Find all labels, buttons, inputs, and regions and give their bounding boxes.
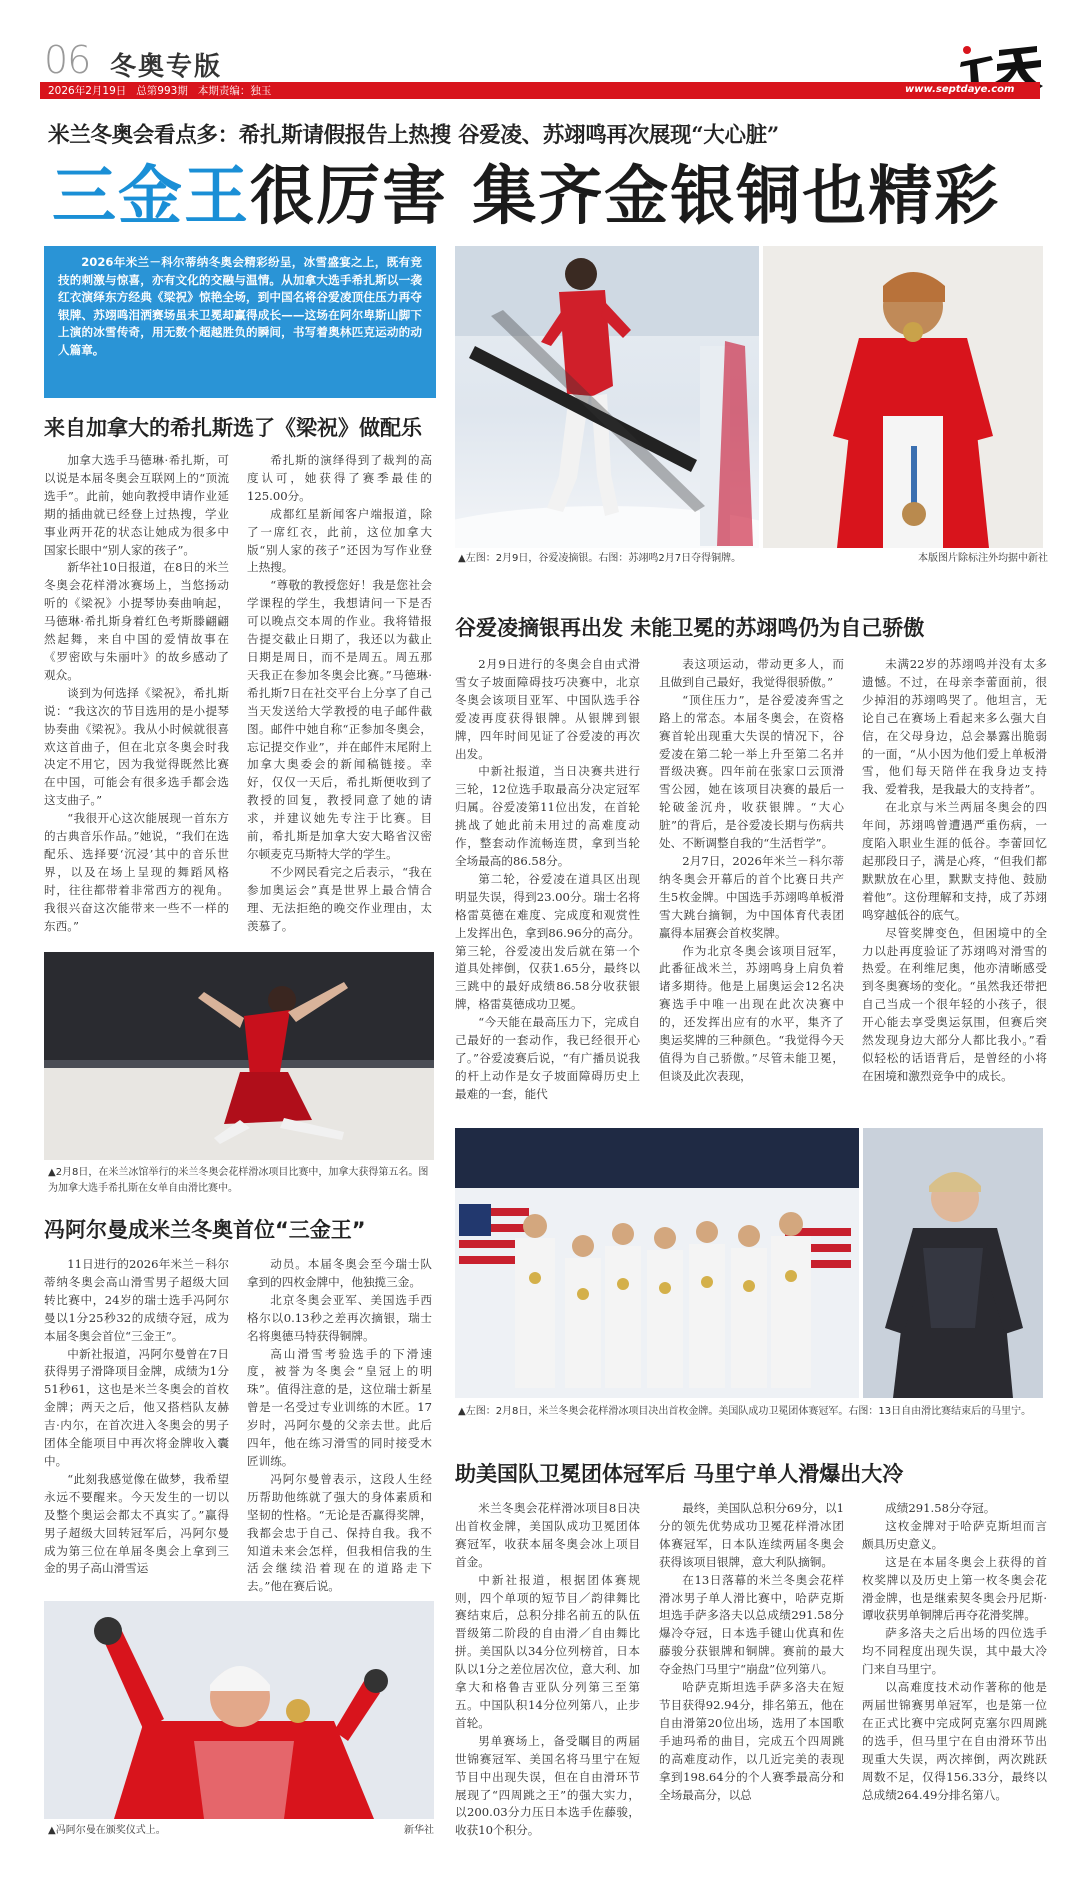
lead-box	[44, 246, 436, 398]
paragraph: 中新社报道，冯阿尔曼曾在7日获得男子滑降项目金牌，成绩为1分51秒61，这也是米兰冬奥会的首枚金牌；两天之后，他又搭档队友赫吉·内尔，在首次进入冬奥会的男子团体全能项目中再次将金牌收入囊中。	[44, 1346, 229, 1468]
paragraph: “我很开心这次能展现一首东方的古典音乐作品。”她说，“我们在选配乐、选择要‘沉浸’其中的音乐世界，以及在场上呈现的舞蹈风格时，往往都带着非常西方的视角。我很兴奋这次能带来一些不一样的东西。”	[44, 811, 229, 933]
article4-col1	[455, 1500, 640, 1840]
skater-portrait-illustration-icon	[863, 1128, 1043, 1398]
article3-col3	[862, 656, 1047, 1086]
paragraph: 米兰冬奥会花样滑冰项目8日决出首枚金牌，美国队成功卫冕团体赛冠军，收获本届冬奥会冰上项目首金。	[455, 1501, 640, 1569]
lead-text: 2026年米兰－科尔蒂纳冬奥会精彩纷呈，冰雪盛宴之上，既有竞技的刺激与惊喜，亦有文化的交融与温情。从加拿大选手希扎斯以一袭红衣演绎东方经典《梁祝》惊艳全场，到中国名将谷爱凌顶住压力再夺银牌、苏翊鸣泪洒赛场虽未卫冕却赢得成长——这场在阿尔卑斯山脚下上演的冰雪传奇，用无数个超越胜负的瞬间，书写着奥林匹克运动的动人篇章。	[58, 255, 422, 357]
photo-von-allmen-credit: 新华社	[404, 1825, 434, 1836]
paragraph: 以高难度技术动作著称的他是两届世锦赛男单冠军，也是第一位在正式比赛中完成阿克塞尔四周跳的选手，但马里宁在自由滑环节出现重大失误，两次摔倒，两次跳跃周数不足，仅得156.33分，最终以总成绩264.49分排名第八。	[862, 1680, 1047, 1802]
paragraph: 表这项运动，带动更多人，而且做到自己最好，我觉得很骄傲。”	[659, 657, 844, 689]
paragraph: 中新社报道，当日决赛共进行三轮，12位选手取最高分决定冠军归属。谷爱凌第11位出发，在首轮挑战了她此前未用过的高难度动作，整套动作流畅连贯，拿到当轮全场最高的86.58分。	[455, 764, 640, 868]
paragraph: 北京冬奥会亚军、美国选手西格尔以0.13秒之差再次摘银，瑞士名将奥德马特获得铜牌。	[247, 1292, 432, 1343]
photo-von-allmen	[44, 1601, 434, 1819]
paragraph: 加拿大选手马德琳·希扎斯，可以说是本届冬奥会互联网上的“顶流选手”。此前，她向教授申请作业延期的插曲就已经登上过热搜，学业事业两开花的状态让她成为很多中国家长眼中“别人家的孩子”。	[44, 453, 229, 557]
paragraph: 成都红星新闻客户端报道，除了一席红衣，此前，这位加拿大版“别人家的孩子”还因为写作业登上热搜。	[247, 506, 432, 575]
paragraph: 谈到为何选择《梁祝》，希扎斯说：“我这次的节目选用的是小提琴协奏曲《梁祝》。我从小时候就很喜欢这首曲子，但在北京冬奥会时我决定不用它，因为我觉得既然比赛在中国，可能会有很多选手都会选这支曲子。”	[44, 685, 229, 808]
main-headline-rest: 很厉害 集齐金银铜也精彩	[250, 160, 1001, 234]
article1-col1	[44, 452, 229, 935]
issue-number: 总第993期	[136, 85, 188, 97]
article1-col2	[247, 452, 432, 935]
article4-title: 助美国队卫冕团体冠军后 马里宁单人滑爆出大冷	[455, 1462, 904, 1486]
paragraph: 不少网民看完之后表示，“我在参加奥运会”真是世界上最合情合理、无法拒绝的晚交作业理由，太羡慕了。	[247, 864, 432, 933]
paragraph: 这是在本届冬奥会上获得的首枚奖牌以及历史上第一枚冬奥会花滑金牌，也是继索契冬奥会丹尼斯·谭收获男单铜牌后再夺花滑奖牌。	[862, 1554, 1047, 1623]
paragraph: 冯阿尔曼曾表示，这段人生经历帮助他练就了强大的身体素质和坚韧的性格。“无论是否赢得奖牌，我都会忠于自己、保持自我。我不知道未来会怎样，但我相信我的生活会继续沿着现在的道路走下去。”他在赛后说。	[247, 1471, 432, 1594]
top-photo-credit: 本版图片除标注外均据中新社	[918, 553, 1048, 564]
article1-title: 来自加拿大的希扎斯选了《梁祝》做配乐	[44, 416, 422, 440]
photo-team-usa	[455, 1128, 859, 1398]
photo-von-allmen-caption: ▲冯阿尔曼在颁奖仪式上。	[48, 1825, 166, 1836]
date-bar-text	[48, 83, 271, 98]
photo-su-yiming	[763, 246, 1043, 548]
editor-label: 本期责编：	[197, 85, 251, 97]
medalist-illustration-icon	[763, 246, 1043, 548]
paragraph: 第二轮，谷爱凌在道具区出现明显失误，得到23.00分。瑞士名将格雷莫德在难度、完成度和观赏性上发挥出色，拿到86.96分的高分。第三轮，谷爱凌出发后就在第一个道具处摔倒，仅获1.65分，最终以三跳中的最好成绩86.58分收获银牌，格雷莫德成功卫冕。	[455, 871, 640, 1012]
paragraph: 希扎斯的演绎得到了裁判的高度认可，她获得了赛季最佳的125.00分。	[247, 453, 432, 503]
article3-col2	[659, 656, 844, 1086]
paragraph: 11日进行的2026年米兰－科尔蒂纳冬奥会高山滑雪男子超级大回转比赛中，24岁的瑞士选手冯阿尔曼以1分25秒32的成绩夺冠，成为本届冬奥会首位“三金王”。	[44, 1257, 229, 1343]
sub-headline: 米兰冬奥会看点多：希扎斯请假报告上热搜 谷爱凌、苏翊鸣再次展现“大心脏”	[48, 123, 779, 148]
middle-photo-caption: ▲左图：2月8日，米兰冬奥会花样滑冰项目决出首枚金牌。美国队成功卫冕团体赛冠军。右图：13日自由滑比赛结束后的马里宁。	[458, 1406, 1032, 1417]
paragraph: 新华社10日报道，在8日的米兰冬奥会花样滑冰赛场上，当悠扬动听的《梁祝》小提琴协奏曲响起，马德琳·希扎斯身着红色考斯滕翩翩然起舞，来自中国的爱情故事在《罗密欧与朱丽叶》的故乡感动了观众。	[44, 560, 229, 682]
paragraph: 这枚金牌对于哈萨克斯坦而言颇具历史意义。	[862, 1518, 1047, 1551]
figure-skater-illustration-icon	[44, 952, 434, 1160]
paragraph: 高山滑雪考验选手的下滑速度，被誉为冬奥会“皇冠上的明珠”。值得注意的是，这位瑞士新星曾是一名受过专业训练的木匠。17岁时，冯阿尔曼的父亲去世。此后四年，他在练习滑雪的同时接受木匠训练。	[247, 1346, 432, 1468]
paragraph: “此刻我感觉像在做梦，我希望永远不要醒来。今天发生的一切以及整个奥运会都太不真实了。”赢得男子超级大回转冠军后，冯阿尔曼成为第三位在单届冬奥会上拿到三金的男子高山滑雪运	[44, 1471, 229, 1576]
article3-col1	[455, 656, 640, 1104]
paragraph: 2月7日，2026年米兰－科尔蒂纳冬奥会开幕后的首个比赛日共产生5枚金牌。中国选手苏翊鸣单板滑雪大跳台摘铜，为中国体育代表团赢得本届赛会首枚奖牌。	[659, 853, 844, 940]
article3-title: 谷爱凌摘银再出发 未能卫冕的苏翊鸣仍为自己骄傲	[455, 616, 925, 640]
main-headline	[52, 160, 1052, 234]
paragraph: 2月9日进行的冬奥会自由式滑雪女子坡面障碍技巧决赛中，北京冬奥会该项目亚军、中国队选手谷爱凌再度获得银牌。从银牌到银牌，四年时间见证了谷爱凌的再次出发。	[455, 657, 640, 761]
skier-illustration-icon	[455, 246, 759, 548]
issue-date: 2026年2月19日	[48, 85, 127, 97]
paragraph: 萨多洛夫之后出场的四位选手均不同程度出现失误，其中最大冷门来自马里宁。	[862, 1626, 1047, 1677]
paragraph: 最终，美国队总积分69分，以1分的领先优势成功卫冕花样滑冰团体赛冠军，日本队连续两届冬奥会获得该项目银牌，意大利队摘铜。	[659, 1501, 844, 1569]
article4-col3	[862, 1500, 1047, 1804]
article2-title: 冯阿尔曼成米兰冬奥首位“三金王”	[44, 1218, 366, 1242]
section-title: 冬奥专版	[110, 52, 223, 82]
article2-col2	[247, 1256, 432, 1596]
photo-schizas-caption: ▲2月8日，在米兰冰馆举行的米兰冬奥会花样滑冰项目比赛中，加拿大获得第五名。图为加拿大选手希扎斯在女单自由滑比赛中。	[48, 1167, 429, 1194]
paragraph: 在13日落幕的米兰冬奥会花样滑冰男子单人滑比赛中，哈萨克斯坦选手萨多洛夫以总成绩291.58分爆冷夺冠，日本选手键山优真和佐藤骏分获银牌和铜牌。赛前的最大夺金热门马里宁“崩盘”位列第八。	[659, 1572, 844, 1677]
paragraph: “尊敬的教授您好！我是您社会学课程的学生，我想请问一下是否可以晚点交本周的作业。我将错报告提交截止日期了，我还以为截止日期是周日，而不是周五。周五那天我正在参加冬奥会比赛。”马德琳·希扎斯7日在社交平台上分享了自己当天发送给大学教授的电子邮件截图。邮件中她自称“正参加冬奥会，忘记提交作业”，并在邮件末尾附上加拿大奥委会的新闻稿链接。幸好，仅仅一天后，希扎斯便收到了教授的回复，教授同意了她的请求，并建议她先专注于比赛。目前，希扎斯是加拿大安大略省汉密尔顿麦克马斯特大学的学生。	[247, 578, 432, 861]
paragraph: 中新社报道，根据团体赛规则，四个单项的短节目／韵律舞比赛结束后，总积分排名前五的队伍晋级第二阶段的自由滑／自由舞比拼。美国队以34分位列榜首，日本队以1分之差位居次位，意大利、加拿大和格鲁吉亚队分列第三至第五。中国队积14分位列第八，止步首轮。	[455, 1572, 640, 1730]
paragraph: “顶住压力”，是谷爱凌奔雪之路上的常态。本届冬奥会，在资格赛首轮出现重大失误的情况下，谷爱凌在第二轮一举上升至第二名并晋级决赛。四年前在张家口云顶滑雪公园，她在该项目决赛的最后一轮破釜沉舟，收获银牌。“大心脏”的背后，是谷爱凌长期与伤病共处、不断调整自我的“生活哲学”。	[659, 692, 844, 851]
editor-name: 独玉	[250, 85, 272, 97]
paragraph: 男单赛场上，备受瞩目的两届世锦赛冠军、美国名将马里宁在短节目中出现失误，但在自由滑环节展现了“四周跳之王”的强大实力，以200.03分力压日本选手佐藤骏，收获10个积分。	[455, 1733, 640, 1838]
main-headline-blue: 三金王	[52, 160, 250, 234]
skier-celebration-illustration-icon	[44, 1601, 434, 1819]
article4-col2	[659, 1500, 844, 1804]
website-link[interactable]: www.septdaye.com	[905, 84, 1015, 95]
paragraph: 作为北京冬奥会该项目冠军，此番征战米兰，苏翊鸣身上肩负着诸多期待。他是上届奥运会12名决赛选手中唯一出现在此次决赛中的，还发挥出应有的水平，集齐了奥运奖牌的三种颜色。“我觉得今天值得为自己骄傲。”尽管未能卫冕，但谈及此次表现，	[659, 943, 844, 1083]
photo-schizas	[44, 952, 434, 1160]
article2-col1	[44, 1256, 229, 1578]
page-number: 06	[44, 38, 91, 82]
team-podium-illustration-icon	[455, 1128, 859, 1398]
paragraph: 尽管奖牌变色，但困境中的全力以赴再度验证了苏翊鸣对滑雪的热爱。在利维尼奥，他亦清晰感受到冬奥赛场的变化。“虽然我还带把自己当成一个很年轻的小孩子，很开心能去享受奥运氛围，但赛后突然发现身边大部分人都比我小。”看似轻松的话语背后，是曾经的小将在困境和激烈竞争中的成长。	[862, 925, 1047, 1083]
photo-gu-ailing	[455, 246, 759, 548]
paragraph: 哈萨克斯坦选手萨多洛夫在短节目获得92.94分，排名第五，他在自由滑第20位出场，选用了本国歌手迪玛希的曲目，完成五个四周跳的高难度动作，以几近完美的表现拿到198.64分的个人赛季最高分和全场最高分，以总	[659, 1680, 844, 1802]
masthead	[0, 0, 1075, 104]
photo-malinin	[863, 1128, 1043, 1398]
paragraph: 动员。本届冬奥会至今瑞士队拿到的四枚金牌中，他独揽三金。	[247, 1257, 432, 1289]
paragraph: “今天能在最高压力下，完成自己最好的一套动作，我已经很开心了。”谷爱凌赛后说，“有广播员说我的杆上动作是女子坡面障碍历史上最难的一套，能代	[455, 1015, 640, 1101]
paragraph: 成绩291.58分夺冠。	[885, 1501, 996, 1515]
paragraph: 未满22岁的苏翊鸣并没有太多遗憾。不过，在母亲李蕾面前，很少掉泪的苏翊鸣哭了。他坦言，无论自己在赛场上看起来多么强大自信，在父母身边，总会暴露出脆弱的一面，“从小因为他们爱上单板滑雪，他们每天陪伴在我身边支持我、爱着我，是我最大的支持者”。	[862, 657, 1047, 797]
paragraph: 在北京与米兰两届冬奥会的四年间，苏翊鸣曾遭遇严重伤病，一度陷入职业生涯的低谷。李蕾回忆起那段日子，满是心疼，“但我们都默默放在心里，默默支持他、鼓励着他”。这份理解和支持，成了苏翊鸣穿越低谷的底气。	[862, 800, 1047, 922]
top-photo-caption: ▲左图：2月9日，谷爱凌摘银。右图：苏翊鸣2月7日夺得铜牌。	[458, 553, 742, 564]
